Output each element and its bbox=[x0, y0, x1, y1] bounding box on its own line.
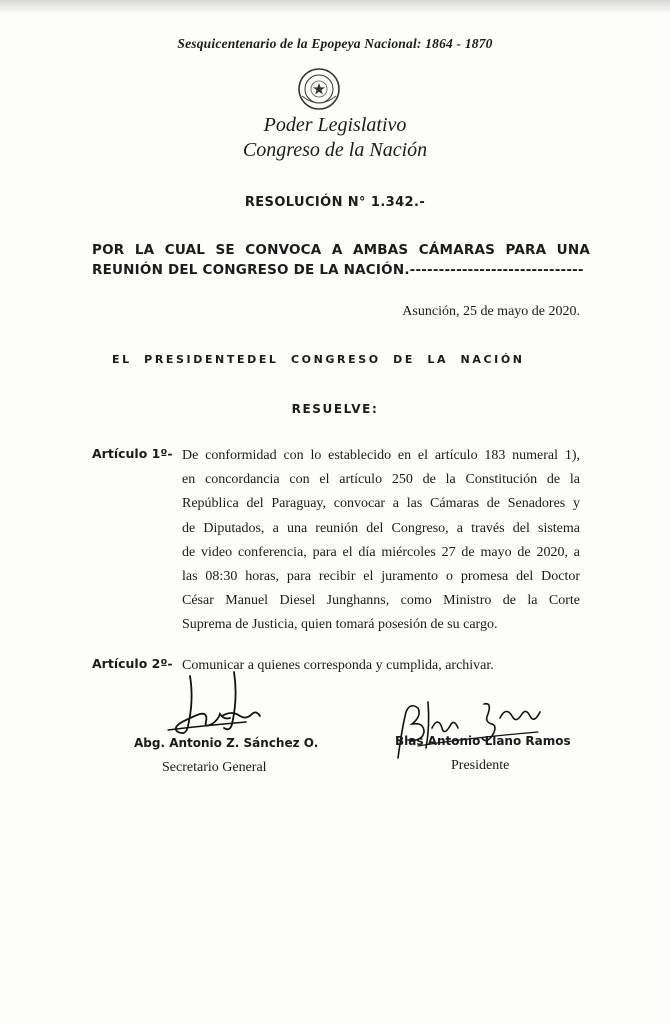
resuelve-heading: RESUELVE: bbox=[291, 402, 379, 416]
resolution-title: RESOLUCIÓN N° 1.342.- bbox=[244, 195, 426, 210]
article-1-line: Suprema de Justicia, quien tomará posesión de su cargo. bbox=[182, 617, 498, 633]
article-1-line: en concordancia con el artículo 250 de la Constitución de la bbox=[182, 472, 580, 488]
resolution-subject bbox=[92, 240, 590, 280]
article-1-label: Artículo 1º- bbox=[92, 446, 173, 461]
commemoration-header: Sesquicentenario de la Epopeya Nacional: 1864 - 1870 bbox=[177, 36, 493, 51]
signatory-name-president: Blas Antonio Llano Ramos bbox=[395, 734, 571, 748]
org-name-line2: Congreso de la Nación bbox=[242, 139, 428, 161]
subject-line-2: REUNIÓN DEL CONGRESO DE LA NACIÓN.------------------------------ bbox=[92, 262, 584, 278]
signatory-name-secretary: Abg. Antonio Z. Sánchez O. bbox=[134, 736, 319, 750]
president-heading: EL PRESIDENTEDEL CONGRESO DE LA NACIÓN bbox=[112, 353, 525, 366]
article-2-text: Comunicar a quienes corresponda y cumplida, archivar. bbox=[182, 658, 494, 673]
article-1-line: República del Paraguay, convocar a las Cámaras de Senadores y bbox=[182, 496, 580, 512]
article-2-label: Artículo 2º- bbox=[92, 656, 173, 671]
scan-edge-shadow bbox=[0, 0, 670, 14]
signatory-role-president: Presidente bbox=[451, 758, 510, 773]
article-1-text bbox=[182, 444, 580, 638]
article-1-line: las 08:30 horas, para recibir el juramento o promesa del Doctor bbox=[182, 569, 580, 585]
subject-line-1: POR LA CUAL SE CONVOCA A AMBAS CÁMARAS PARA UNA bbox=[92, 242, 590, 258]
article-1-line: de Diputados, a una reunión del Congreso, a través del sistema bbox=[182, 520, 580, 536]
article-1-line: de video conferencia, para el día miércoles 27 de mayo de 2020, a bbox=[182, 544, 580, 560]
article-1-line: De conformidad con lo establecido en el artículo 183 numeral 1), bbox=[182, 448, 580, 463]
document-date: Asunción, 25 de mayo de 2020. bbox=[402, 304, 580, 319]
national-seal-icon bbox=[296, 66, 342, 112]
signatory-role-secretary: Secretario General bbox=[162, 760, 267, 775]
article-1-line: César Manuel Diesel Junghanns, como Ministro de la Corte bbox=[182, 593, 580, 609]
org-name-line1: Poder Legislativo bbox=[263, 114, 407, 136]
